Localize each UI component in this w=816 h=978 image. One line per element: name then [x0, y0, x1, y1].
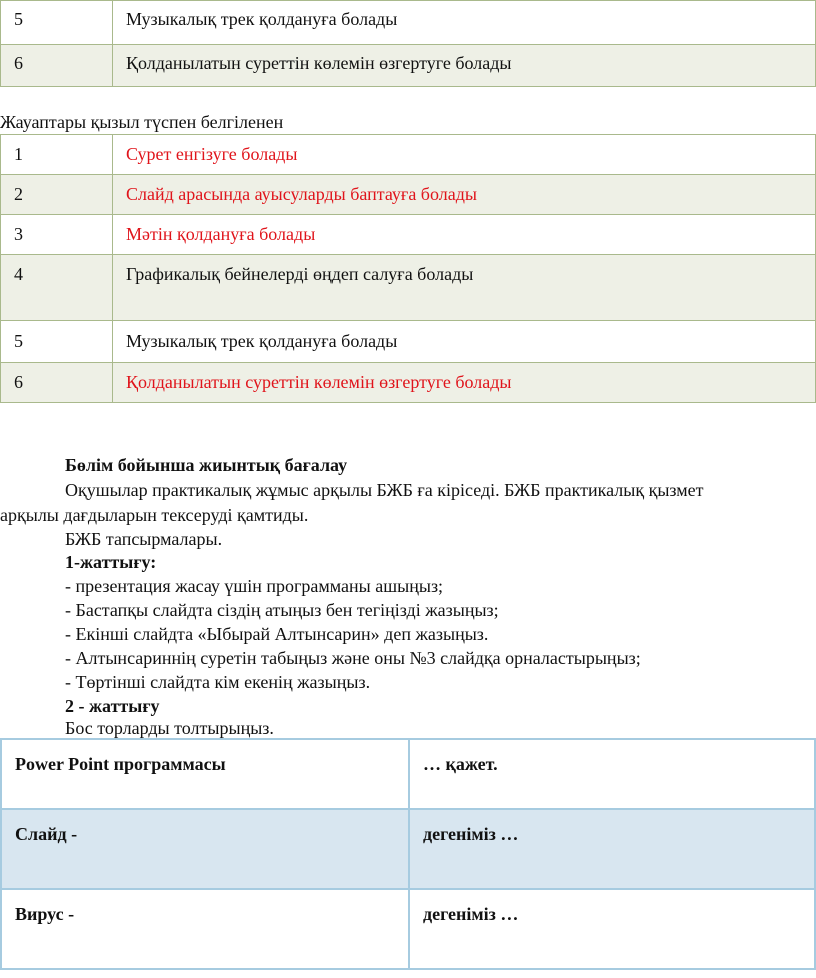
row-text: Графикалық бейнелерді өңдеп салуға болады [113, 255, 816, 321]
exercise-item: - Алтынсариннің суретін табыңыз және оны №3 слайдқа орналастырыңыз; [65, 648, 641, 668]
exercise-item: - Екінші слайдта «Ыбырай Алтынсарин» деп жазыңыз. [65, 624, 489, 644]
table-row [1, 135, 816, 175]
table-row [1, 175, 816, 215]
table-row [1, 255, 816, 321]
answers-table [0, 134, 816, 403]
table-row [1, 1, 816, 45]
table-row [1, 321, 816, 363]
row-text: Қолданылатын суреттін көлемін өзгертуге болады [113, 45, 816, 87]
answer-cell[interactable]: … қажет. [409, 739, 815, 809]
options-table-top [0, 0, 816, 87]
row-number: 6 [1, 45, 113, 87]
term-cell: Слайд - [1, 809, 409, 889]
row-number: 4 [1, 255, 113, 321]
answer-cell[interactable]: дегеніміз … [409, 889, 815, 969]
tasks-title: БЖБ тапсырмалары. [65, 529, 223, 549]
term-cell: Вирус - [1, 889, 409, 969]
exercise-2-instruction: Бос торларды толтырыңыз. [65, 718, 274, 738]
row-text-correct: Сурет енгізуге болады [113, 135, 816, 175]
row-number: 5 [1, 1, 113, 45]
answer-cell[interactable]: дегеніміз … [409, 809, 815, 889]
exercise-item: - Бастапқы слайдта сіздің атыңыз бен тегіңізді жазыңыз; [65, 600, 499, 620]
exercise-1-title: 1-жаттығу: [65, 552, 157, 572]
row-number: 1 [1, 135, 113, 175]
row-text: Музыкалық трек қолдануға болады [113, 1, 816, 45]
row-number: 2 [1, 175, 113, 215]
table-row [1, 889, 815, 969]
row-text-correct: Слайд арасында ауысуларды баптауға болады [113, 175, 816, 215]
row-text-correct: Мәтін қолдануға болады [113, 215, 816, 255]
fill-in-table [0, 738, 816, 970]
exercise-item: - Төртінші слайдта кім екенің жазыңыз. [65, 672, 371, 692]
answers-caption: Жауаптары қызыл түспен белгіленен [0, 112, 284, 132]
row-text: Музыкалық трек қолдануға болады [113, 321, 816, 363]
row-text-correct: Қолданылатын суреттін көлемін өзгертуге болады [113, 363, 816, 403]
paragraph-line: Оқушылар практикалық жұмыс арқылы БЖБ ға кіріседі. БЖБ практикалық қызмет [65, 480, 704, 500]
row-number: 6 [1, 363, 113, 403]
term-cell: Power Point программасы [1, 739, 409, 809]
table-row [1, 45, 816, 87]
table-row [1, 739, 815, 809]
table-row [1, 809, 815, 889]
table-row [1, 363, 816, 403]
exercise-2-title: 2 - жаттығу [65, 696, 160, 716]
section-heading: Бөлім бойынша жиынтық бағалау [65, 455, 348, 475]
row-number: 5 [1, 321, 113, 363]
exercise-item: - презентация жасау үшін программаны ашыңыз; [65, 576, 444, 596]
row-number: 3 [1, 215, 113, 255]
table-row [1, 215, 816, 255]
paragraph-line: арқылы дағдыларын тексеруді қамтиды. [0, 505, 309, 525]
